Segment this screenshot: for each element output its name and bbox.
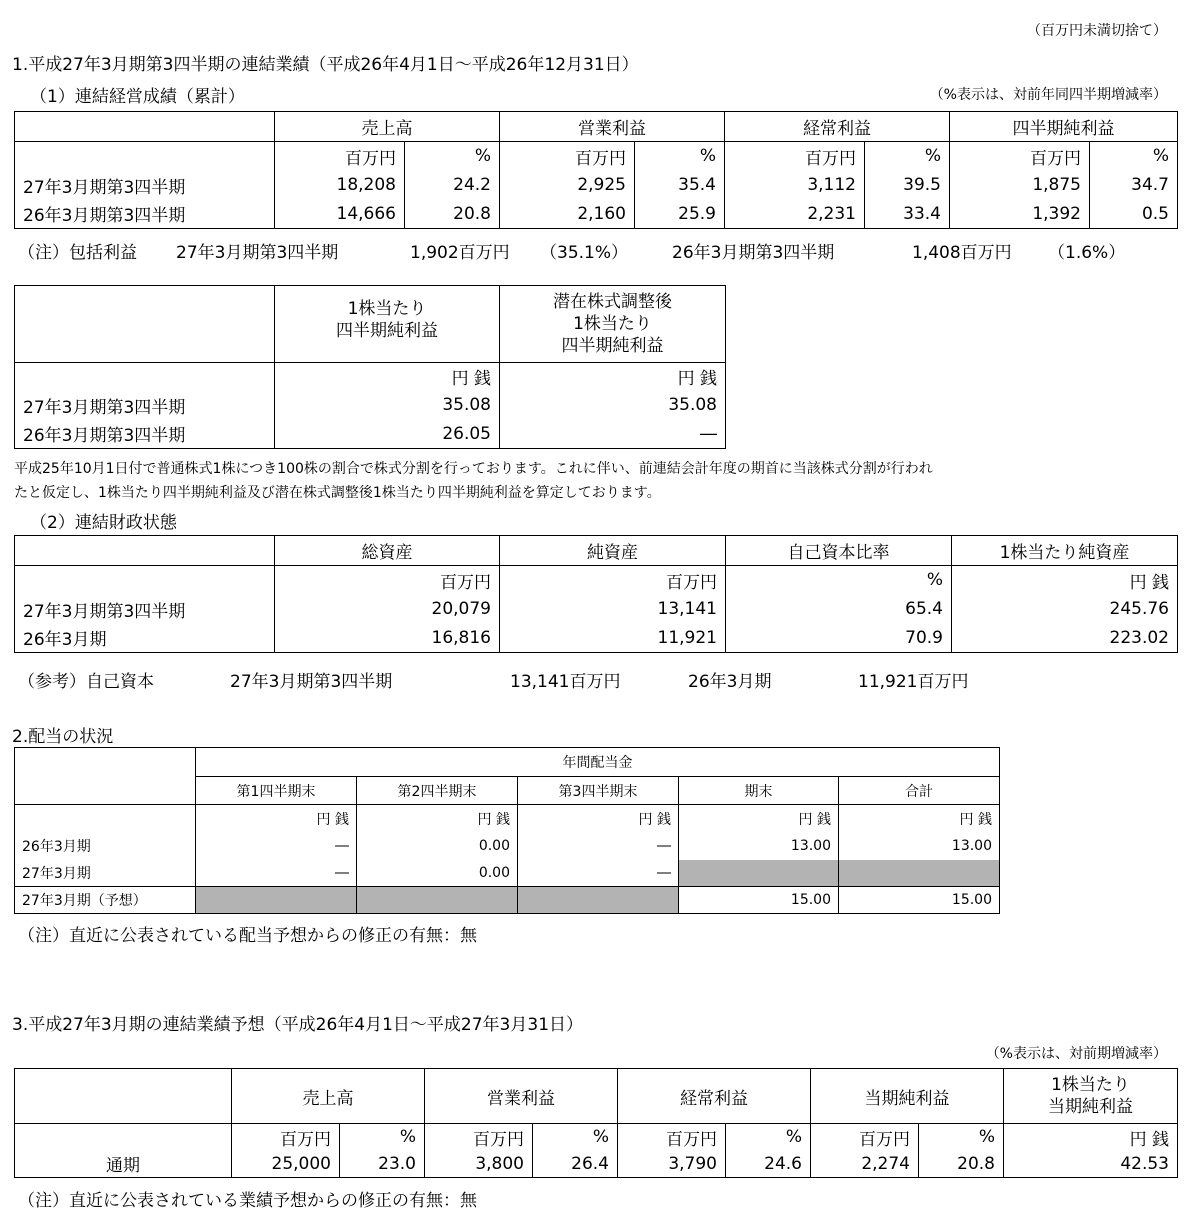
unit-cell: 百万円 bbox=[500, 142, 635, 171]
row-label: 26年3月期 bbox=[15, 624, 275, 653]
financial-position-table bbox=[14, 535, 1178, 653]
row-label: 27年3月期第3四半期 bbox=[15, 171, 275, 200]
header-net-assets: 純資産 bbox=[500, 536, 726, 566]
header-blank bbox=[15, 536, 275, 566]
value-cell: ― bbox=[196, 860, 357, 887]
section3-title: 3.平成27年3月期の連結業績予想（平成26年4月1日～平成27年3月31日） bbox=[12, 1015, 584, 1035]
header-eps bbox=[275, 286, 500, 363]
value-cell: 20.8 bbox=[405, 200, 500, 229]
header-line: 1株当たり bbox=[1051, 1075, 1130, 1095]
unit-cell: 百万円 bbox=[950, 142, 1090, 171]
row-label: 27年3月期 bbox=[15, 860, 196, 887]
unit-blank bbox=[15, 805, 196, 833]
value-cell: 0.5 bbox=[1090, 200, 1178, 229]
header-ordinary-income: 経常利益 bbox=[618, 1069, 811, 1124]
value-cell: 26.05 bbox=[275, 420, 500, 449]
table-row bbox=[15, 200, 1178, 229]
header-net-income: 当期純利益 bbox=[811, 1069, 1004, 1124]
section1-sub1: （1）連結経営成績（累計） bbox=[30, 87, 245, 107]
comp-rate-2: （1.6%） bbox=[1048, 243, 1126, 263]
unit-cell: 百万円 bbox=[500, 566, 726, 595]
header-annual-dividend: 年間配当金 bbox=[196, 748, 1000, 777]
value-cell: 223.02 bbox=[952, 624, 1178, 653]
unit-cell: 円 銭 bbox=[839, 805, 1000, 833]
value-cell: 33.4 bbox=[865, 200, 950, 229]
unit-cell: 円 銭 bbox=[196, 805, 357, 833]
header-blank bbox=[15, 112, 275, 142]
section3-pct-note: （%表示は、対前期増減率） bbox=[985, 1046, 1167, 1062]
row-label: 27年3月期（予想） bbox=[15, 887, 196, 914]
table-row bbox=[15, 860, 1000, 887]
header-operating-income: 営業利益 bbox=[500, 112, 725, 142]
value-cell: 245.76 bbox=[952, 595, 1178, 624]
unit-blank bbox=[15, 1124, 232, 1151]
unit-cell: 百万円 bbox=[811, 1124, 919, 1151]
value-cell: 70.9 bbox=[726, 624, 952, 653]
unit-cell: 百万円 bbox=[275, 566, 500, 595]
shaded-cell bbox=[679, 860, 839, 887]
stock-split-note-line1: 平成25年10月1日付で普通株式1株につき100株の割合で株式分割を行っております。これに伴い、前連結会計年度の期首に当該株式分割が行われ bbox=[14, 461, 933, 477]
forecast-revision-note: （注）直近に公表されている業績予想からの修正の有無：無 bbox=[18, 1191, 477, 1211]
header-sales: 売上高 bbox=[232, 1069, 425, 1124]
header-operating-income: 営業利益 bbox=[425, 1069, 618, 1124]
shaded-cell bbox=[196, 887, 357, 914]
value-cell: 3,112 bbox=[725, 171, 865, 200]
unit-cell: 円 銭 bbox=[679, 805, 839, 833]
shaded-cell bbox=[357, 887, 518, 914]
table-row bbox=[15, 624, 1178, 653]
header-blank bbox=[15, 748, 196, 805]
eps-table bbox=[14, 285, 726, 449]
value-cell: 15.00 bbox=[839, 887, 1000, 914]
value-cell: 11,921 bbox=[500, 624, 726, 653]
value-cell: 20.8 bbox=[919, 1151, 1004, 1178]
value-cell: 42.53 bbox=[1004, 1151, 1178, 1178]
unit-cell: 円 銭 bbox=[1004, 1124, 1178, 1151]
value-cell: 13,141 bbox=[500, 595, 726, 624]
value-cell: 24.2 bbox=[405, 171, 500, 200]
unit-cell: 円 銭 bbox=[952, 566, 1178, 595]
unit-cell: % bbox=[340, 1124, 425, 1151]
ref-period-2: 26年3月期 bbox=[688, 672, 772, 692]
header-line: 潜在株式調整後 bbox=[553, 292, 672, 312]
value-cell: 35.08 bbox=[275, 391, 500, 420]
unit-cell: 円 銭 bbox=[357, 805, 518, 833]
unit-cell: 百万円 bbox=[232, 1124, 340, 1151]
table-row bbox=[15, 595, 1178, 624]
ref-value-1: 13,141百万円 bbox=[510, 672, 621, 692]
value-cell: 2,160 bbox=[500, 200, 635, 229]
comprehensive-income-note: （注）包括利益 bbox=[18, 243, 137, 263]
value-cell: 35.08 bbox=[500, 391, 726, 420]
value-cell: 3,800 bbox=[425, 1151, 533, 1178]
unit-cell: 百万円 bbox=[725, 142, 865, 171]
unit-cell: 百万円 bbox=[275, 142, 405, 171]
ref-period-1: 27年3月期第3四半期 bbox=[230, 672, 393, 692]
value-cell: ― bbox=[500, 420, 726, 449]
table-row bbox=[15, 887, 1000, 914]
header-q2: 第2四半期末 bbox=[357, 777, 518, 805]
section1-pct-note: （%表示は、対前年同四半期増減率） bbox=[929, 87, 1167, 103]
header-total-assets: 総資産 bbox=[275, 536, 500, 566]
unit-blank bbox=[15, 363, 275, 391]
table-row bbox=[15, 391, 726, 420]
shaded-cell bbox=[839, 860, 1000, 887]
dividend-table bbox=[14, 747, 1000, 914]
table-row bbox=[15, 171, 1178, 200]
value-cell: 2,925 bbox=[500, 171, 635, 200]
section2-title: 2.配当の状況 bbox=[12, 727, 114, 747]
header-sales: 売上高 bbox=[275, 112, 500, 142]
header-eps bbox=[1004, 1069, 1178, 1124]
header-q3: 第3四半期末 bbox=[518, 777, 679, 805]
value-cell: 15.00 bbox=[679, 887, 839, 914]
value-cell: 20,079 bbox=[275, 595, 500, 624]
value-cell: 1,392 bbox=[950, 200, 1090, 229]
value-cell: ― bbox=[196, 833, 357, 860]
unit-cell: % bbox=[726, 566, 952, 595]
comp-period-1: 27年3月期第3四半期 bbox=[176, 243, 339, 263]
header-ordinary-income: 経常利益 bbox=[725, 112, 950, 142]
header-total: 合計 bbox=[839, 777, 1000, 805]
table-row bbox=[15, 420, 726, 449]
value-cell: 39.5 bbox=[865, 171, 950, 200]
table-row bbox=[15, 1151, 1178, 1178]
value-cell: 0.00 bbox=[357, 833, 518, 860]
value-cell: 2,231 bbox=[725, 200, 865, 229]
value-cell: 14,666 bbox=[275, 200, 405, 229]
operating-results-table bbox=[14, 111, 1178, 229]
value-cell: 26.4 bbox=[533, 1151, 618, 1178]
value-cell: 23.0 bbox=[340, 1151, 425, 1178]
unit-cell: 円 銭 bbox=[518, 805, 679, 833]
header-equity-ratio: 自己資本比率 bbox=[726, 536, 952, 566]
header-diluted-eps bbox=[500, 286, 726, 363]
ref-value-2: 11,921百万円 bbox=[858, 672, 969, 692]
row-label: 26年3月期第3四半期 bbox=[15, 200, 275, 229]
header-line: 四半期純利益 bbox=[561, 336, 664, 356]
unit-note: （百万円未満切捨て） bbox=[1027, 23, 1167, 39]
equity-reference-note: （参考）自己資本 bbox=[18, 672, 154, 692]
row-label: 26年3月期 bbox=[15, 833, 196, 860]
unit-cell: % bbox=[405, 142, 500, 171]
comp-value-2: 1,408百万円 bbox=[912, 243, 1012, 263]
section1-title: 1.平成27年3月期第3四半期の連結業績（平成26年4月1日～平成26年12月31日） bbox=[12, 55, 639, 75]
forecast-table bbox=[14, 1068, 1178, 1178]
section1-sub2: （2）連結財政状態 bbox=[30, 513, 177, 533]
unit-blank bbox=[15, 142, 275, 171]
unit-cell: 百万円 bbox=[618, 1124, 726, 1151]
stock-split-note-line2: たと仮定し、1株当たり四半期純利益及び潜在株式調整後1株当たり四半期純利益を算定しております。 bbox=[14, 485, 661, 501]
value-cell: ― bbox=[518, 860, 679, 887]
value-cell: ― bbox=[518, 833, 679, 860]
row-label: 26年3月期第3四半期 bbox=[15, 420, 275, 449]
value-cell: 1,875 bbox=[950, 171, 1090, 200]
value-cell: 25.9 bbox=[635, 200, 725, 229]
table-row bbox=[15, 833, 1000, 860]
header-q1: 第1四半期末 bbox=[196, 777, 357, 805]
unit-blank bbox=[15, 566, 275, 595]
value-cell: 2,274 bbox=[811, 1151, 919, 1178]
row-label: 27年3月期第3四半期 bbox=[15, 391, 275, 420]
dividend-revision-note: （注）直近に公表されている配当予想からの修正の有無：無 bbox=[18, 926, 477, 946]
unit-cell: 円 銭 bbox=[500, 363, 726, 391]
value-cell: 0.00 bbox=[357, 860, 518, 887]
value-cell: 13.00 bbox=[839, 833, 1000, 860]
unit-cell: 百万円 bbox=[425, 1124, 533, 1151]
comp-rate-1: （35.1%） bbox=[540, 243, 629, 263]
unit-cell: % bbox=[533, 1124, 618, 1151]
value-cell: 3,790 bbox=[618, 1151, 726, 1178]
value-cell: 35.4 bbox=[635, 171, 725, 200]
shaded-cell bbox=[518, 887, 679, 914]
header-year-end: 期末 bbox=[679, 777, 839, 805]
header-net-income: 四半期純利益 bbox=[950, 112, 1178, 142]
value-cell: 24.6 bbox=[726, 1151, 811, 1178]
unit-cell: % bbox=[635, 142, 725, 171]
value-cell: 13.00 bbox=[679, 833, 839, 860]
header-line: 四半期純利益 bbox=[336, 321, 438, 341]
header-line: 1株当たり bbox=[347, 299, 427, 319]
value-cell: 25,000 bbox=[232, 1151, 340, 1178]
row-label: 通期 bbox=[15, 1151, 232, 1178]
header-blank bbox=[15, 1069, 232, 1124]
header-blank bbox=[15, 286, 275, 363]
unit-cell: % bbox=[726, 1124, 811, 1151]
value-cell: 34.7 bbox=[1090, 171, 1178, 200]
header-bps: 1株当たり純資産 bbox=[952, 536, 1178, 566]
unit-cell: % bbox=[1090, 142, 1178, 171]
row-label: 27年3月期第3四半期 bbox=[15, 595, 275, 624]
header-line: 当期純利益 bbox=[1048, 1097, 1133, 1117]
unit-cell: 円 銭 bbox=[275, 363, 500, 391]
header-line: 1株当たり bbox=[573, 314, 652, 334]
value-cell: 18,208 bbox=[275, 171, 405, 200]
comp-value-1: 1,902百万円 bbox=[410, 243, 510, 263]
value-cell: 65.4 bbox=[726, 595, 952, 624]
unit-cell: % bbox=[919, 1124, 1004, 1151]
unit-cell: % bbox=[865, 142, 950, 171]
comp-period-2: 26年3月期第3四半期 bbox=[672, 243, 835, 263]
value-cell: 16,816 bbox=[275, 624, 500, 653]
